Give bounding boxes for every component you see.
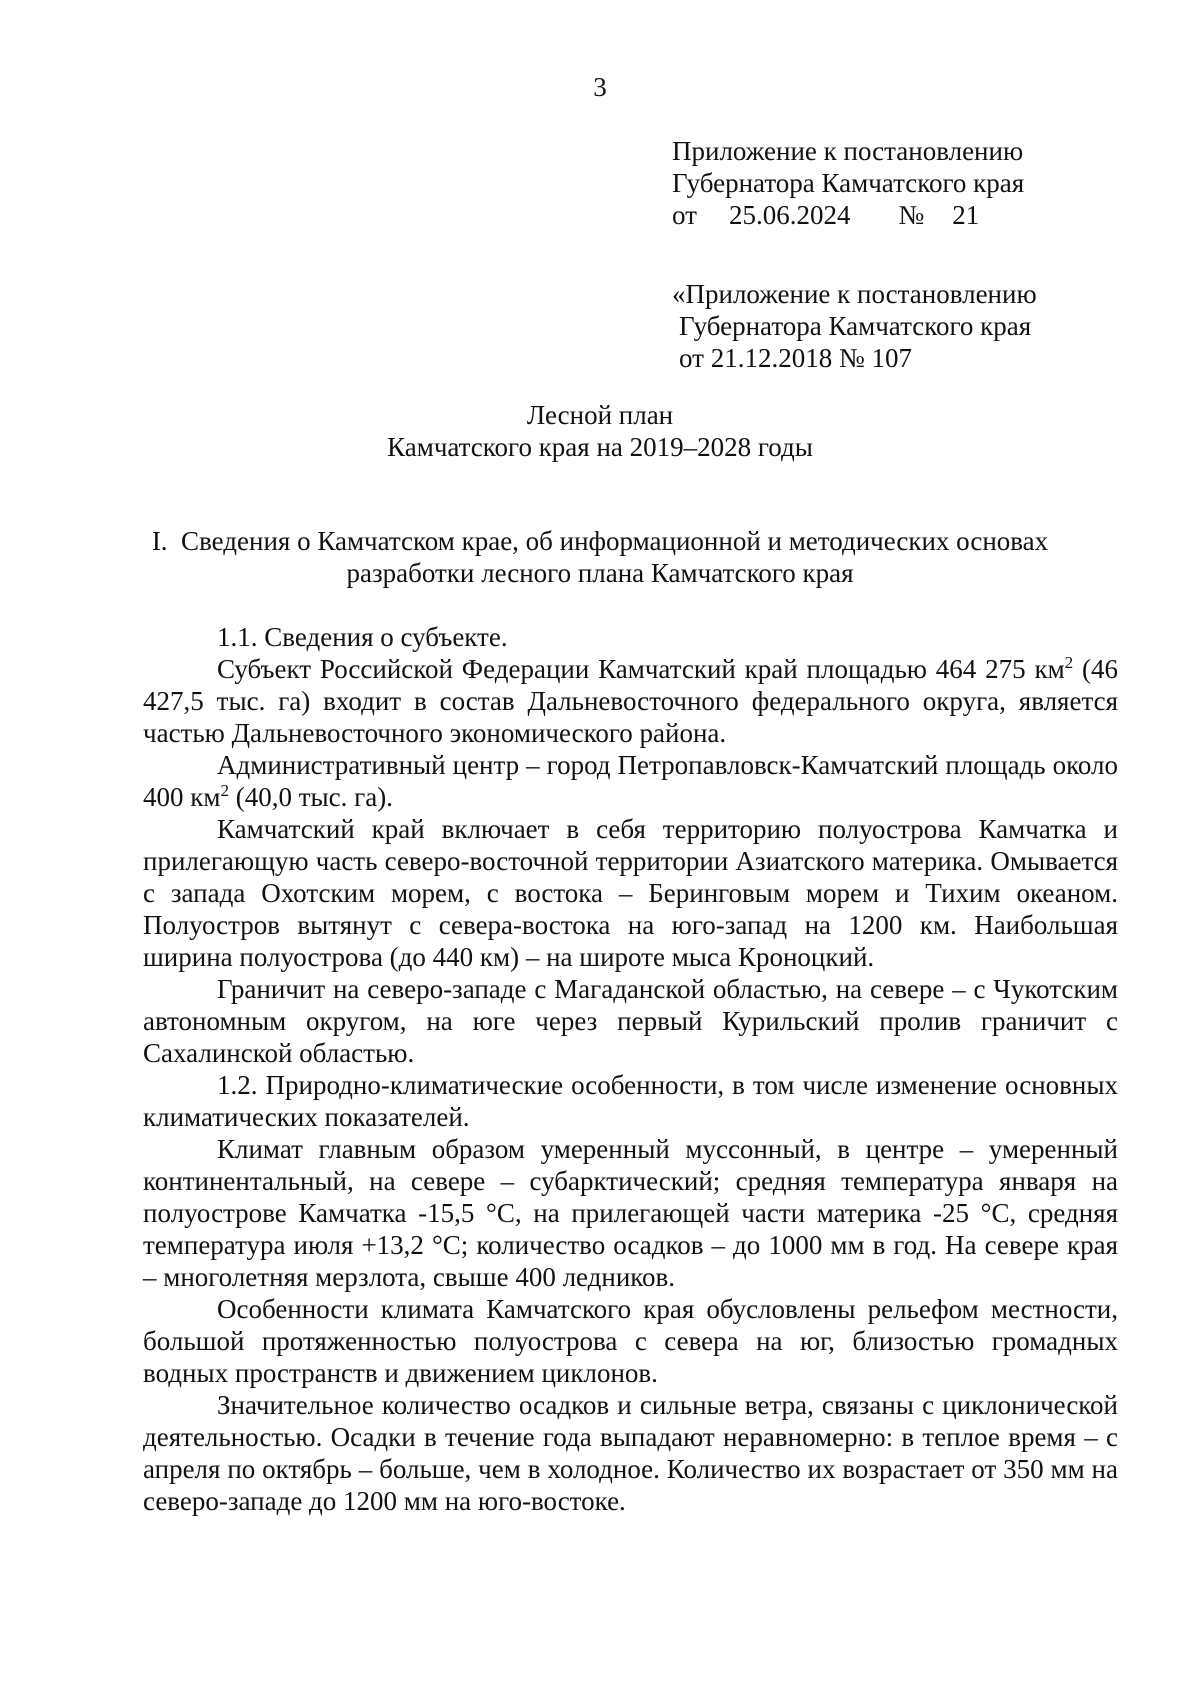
paragraph-precipitation: Значительное количество осадков и сильные ветра, связаны с циклонической деятельностью. Осадки в течение года выпадают неравномерно: в теплое время – с апреля по октябрь – больше, чем в холодное. Количество их возрастает от 350 мм на северо-западе до 1200 мм на юго-востоке. — [143, 1390, 1118, 1516]
title-line-2: Камчатского края на 2019–2028 годы — [387, 432, 813, 462]
document-title — [0, 399, 1200, 463]
approval-date-line — [672, 199, 1024, 231]
paragraph-1-2-heading: 1.2. Природно-климатические особенности, в том числе изменение основных климатических показателей. — [143, 1070, 1118, 1132]
paragraph-subject-area — [143, 653, 1118, 749]
superscript-2: 2 — [220, 781, 229, 800]
prior-approval-block — [672, 278, 1037, 374]
paragraph-admin-center-text-b: (40,0 тыс. га). — [228, 782, 393, 812]
paragraph-climate-features: Особенности климата Камчатского края обусловлены рельефом местности, большой протяженностью полуострова с севера на юг, близостью громадных водных пространств и движением циклонов. — [143, 1294, 1118, 1388]
paragraph-climate: Климат главным образом умеренный муссонный, в центре – умеренный континентальный, на севере – субарктический; средняя температура января на полуострове Камчатка -15,5 °С, на прилегающей части материка -25 °С, средняя температура июля +13,2 °С; количество осадков – до 1000 мм в год. На севере края – многолетняя мерзлота, свыше 400 ледников. — [143, 1134, 1118, 1292]
paragraph-subject-area-text-a: Субъект Российской Федерации Камчатский край площадью 464 275 км — [217, 654, 1065, 684]
paragraph-subject-area-text-b: (46 427,5 тыс. га) входит в состав Дальневосточного федерального округа, является частью Дальневосточного экономического района. — [143, 654, 1118, 748]
approval-date-prefix: от — [672, 200, 697, 230]
title-line-1: Лесной план — [526, 400, 674, 430]
section-heading-line-1: I. Сведения о Камчатском крае, об информационной и методических основах — [151, 526, 1049, 556]
paragraph-admin-center-text-a: Административный центр – город Петропавловск-Камчатский площадь около 400 км — [143, 750, 1118, 812]
prior-approval-line-1: «Приложение к постановлению — [672, 279, 1037, 309]
page-number: 3 — [593, 72, 607, 102]
section-heading — [0, 525, 1200, 589]
approval-number-sign: № — [898, 200, 925, 230]
approval-date: 25.06.2024 — [728, 200, 851, 230]
section-heading-line-2: разработки лесного плана Камчатского края — [346, 558, 854, 588]
approval-line-2: Губернатора Камчатского края — [672, 168, 1025, 198]
prior-approval-line-2: Губернатора Камчатского края — [679, 311, 1032, 341]
prior-approval-line-3: от 21.12.2018 № 107 — [679, 343, 912, 373]
paragraph-admin-center — [143, 749, 1118, 813]
paragraph-1-1-heading: 1.1. Сведения о субъекте. — [217, 622, 508, 652]
body-text — [143, 621, 1118, 1517]
paragraph-borders: Граничит на северо-западе с Магаданской областью, на севере – с Чукотским автономным округом, на юге через первый Курильский пролив граничит с Сахалинской областью. — [143, 974, 1118, 1068]
approval-line-1: Приложение к постановлению — [672, 136, 1024, 166]
approval-block — [672, 135, 1024, 231]
approval-number: 21 — [952, 200, 980, 230]
superscript-2: 2 — [1064, 653, 1074, 672]
paragraph-territory: Камчатский край включает в себя территорию полуострова Камчатка и прилегающую часть северо-восточной территории Азиатского материка. Омывается с запада Охотским морем, с востока – Беринговым морем и Тихим океаном. Полуостров вытянут с севера-востока на юго-запад на 1200 км. Наибольшая ширина полуострова (до 440 км) – на широте мыса Кроноцкий. — [143, 814, 1118, 972]
